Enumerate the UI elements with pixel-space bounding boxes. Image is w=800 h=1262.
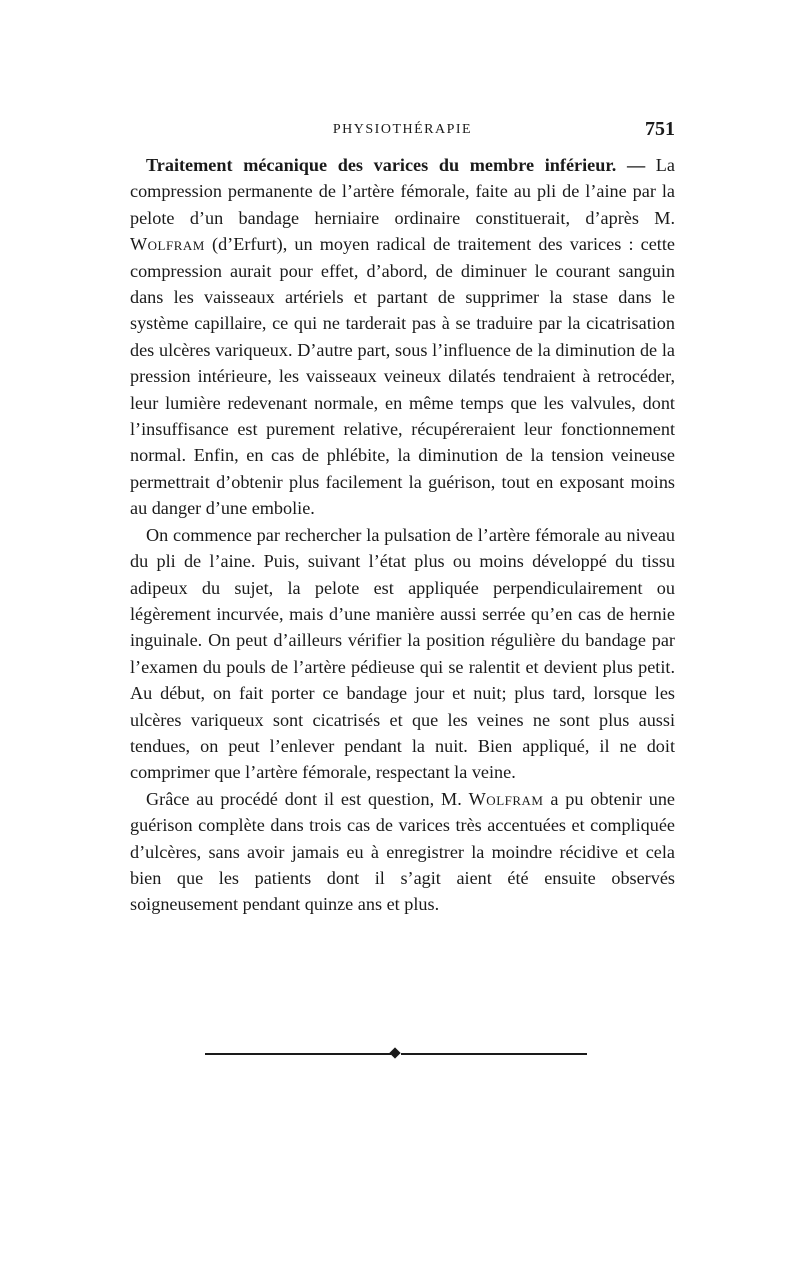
end-ornament <box>205 1047 587 1061</box>
ornament-rule-right <box>401 1053 587 1055</box>
author-name: Wolfram <box>468 788 544 809</box>
page-number: 751 <box>645 118 675 140</box>
author-name: Wolfram <box>130 234 205 255</box>
running-head <box>130 118 675 142</box>
paragraph-1 <box>130 152 675 522</box>
running-title: PHYSIOTHÉRAPIE <box>332 122 473 137</box>
ornament-rule-left <box>205 1053 391 1055</box>
paragraph-2 <box>130 522 675 786</box>
paragraph-3 <box>130 786 675 918</box>
paragraph-3-text-a: Grâce au procédé dont il est question, M. <box>146 788 469 809</box>
paragraph-3-text-b: a pu obtenir une guérison complète dans trois cas de varices très accentuées et compliquée d’ulcères, sans avoir jamais eu à enregistrer la moindre récidive et cela bien que les patients dont il s’agit aient été ensuite observés soigneusement pendant quinze ans et plus. <box>130 788 676 915</box>
paragraph-2-text: On commence par rechercher la pulsation de l’artère fémorale au niveau du pli de l’aine. Puis, suivant l’état plus ou moins développé du tissu adipeux du sujet, la pelote est appliquée perpendiculairement ou légèrement incurvée, mais d’une manière aussi serrée qu’en cas de hernie inguinale. On peut d’ailleurs vérifier la position régulière du bandage par l’examen du pouls de l’artère pédieuse qui se ralentit et devient plus petit. Au début, on fait porter ce bandage jour et nuit; plus tard, lorsque les ulcères variqueux sont cicatrisés et que les veines ne sont plus aussi tendues, on peut l’enlever pendant la nuit. Bien appliqué, il ne doit comprimer que l’artère fémorale, respectant la veine. <box>130 524 675 783</box>
section-heading: Traitement mécanique des varices du membre inférieur. — <box>146 155 646 175</box>
body-text <box>130 152 675 918</box>
diamond-icon <box>389 1047 400 1058</box>
paragraph-1-text-a: La compression permanente de l’artère fémorale, faite au pli de l’aine par la pelote d’un bandage herniaire ordinaire constituerait, d’après M. <box>130 155 675 228</box>
paragraph-1-text-b: (d’Erfurt), un moyen radical de traitement des varices : cette compression aurait pour effet, d’abord, de diminuer le courant sanguin dans les vaisseaux artériels et partant de supprimer la stase dans le système capillaire, ce qui ne tarderait pas à se traduire par la cicatrisation des ulcères variqueux. D’autre part, sous l’influence de la diminution de la pression intérieure, les vaisseaux veineux dilatés tendraient à retrocéder, leur lumière redevenant normale, en même temps que les valvules, dont l’insuffisance est purement relative, récupéreraient leur fonctionnement normal. Enfin, en cas de phlébite, la diminution de la tension veineuse permettrait d’obtenir plus facilement la guérison, tout en exposant moins au danger d’une embolie. <box>130 234 675 519</box>
